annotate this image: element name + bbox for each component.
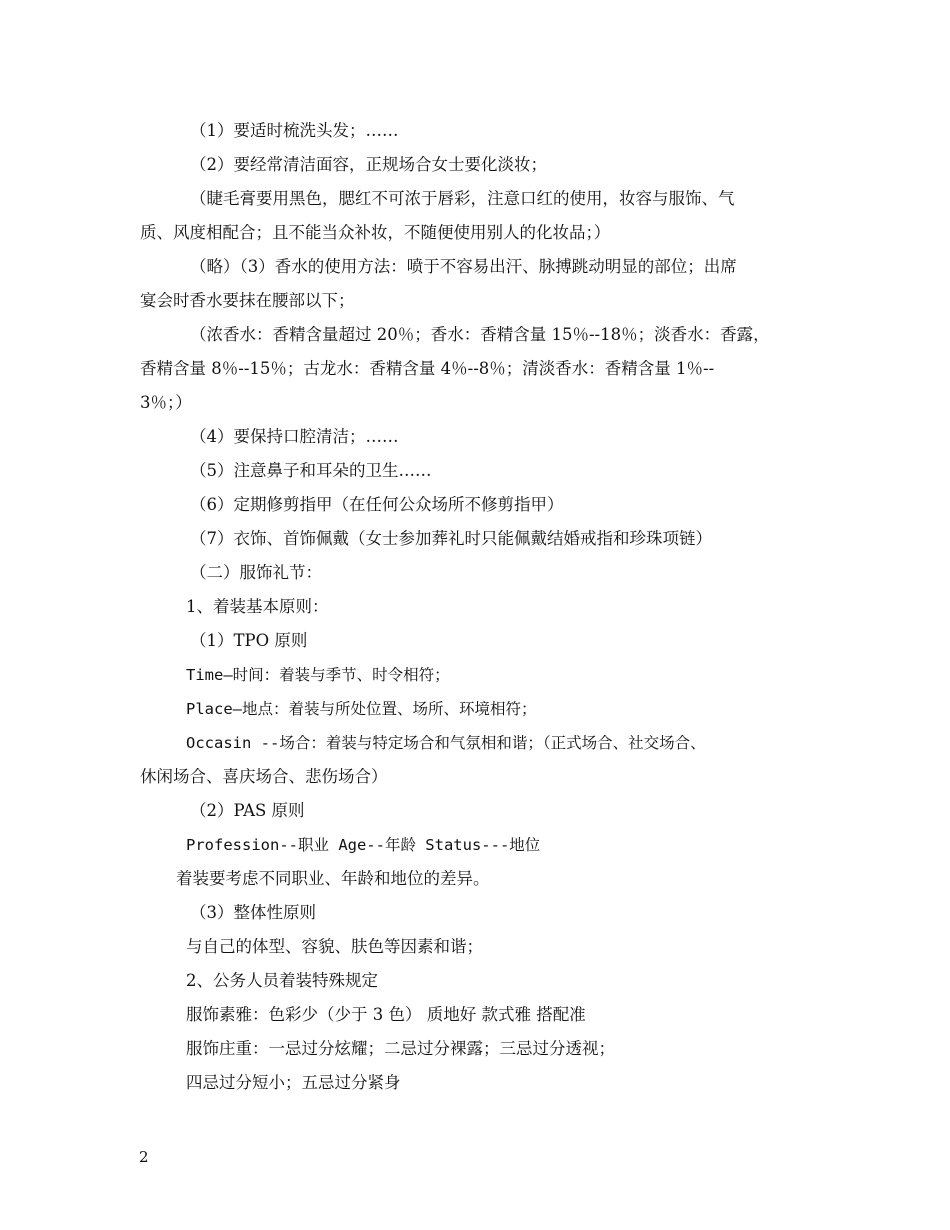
text-line: （4）要保持口腔清洁；…… xyxy=(190,427,399,446)
text-line: （1）TPO 原则 xyxy=(190,631,308,650)
text-line: Occasin --场合：着装与特定场合和气氛相和谐；（正式场合、社交场合、 xyxy=(186,734,706,752)
text-line: 与自己的体型、容貌、肤色等因素和谐； xyxy=(186,937,483,956)
page-number: 2 xyxy=(139,1148,149,1166)
text-line: （浓香水：香精含量超过 20％；香水：香精含量 15％--18％；淡香水：香露， xyxy=(190,325,770,344)
text-line: 1、着装基本原则： xyxy=(186,597,329,616)
text-line: 质、风度相配合；且不能当众补妆，不随便使用别人的化妆品；） xyxy=(140,223,611,242)
text-line: （5）注意鼻子和耳朵的卫生…… xyxy=(190,461,432,480)
text-line: 2、公务人员着装特殊规定 xyxy=(186,971,378,990)
text-line: （2）要经常清洁面容，正规场合女士要化淡妆； xyxy=(190,155,547,174)
text-line: 宴会时香水要抹在腰部以下； xyxy=(140,291,355,310)
text-line: （睫毛膏要用黑色，腮红不可浓于唇彩，注意口红的使用，妆容与服饰、气 xyxy=(190,189,735,208)
text-line: （3）整体性原则 xyxy=(190,903,316,922)
text-line: 服饰庄重：一忌过分炫耀；二忌过分裸露；三忌过分透视； xyxy=(186,1039,615,1058)
text-line: 休闲场合、喜庆场合、悲伤场合） xyxy=(140,767,388,786)
text-line: 香精含量 8％--15％；古龙水：香精含量 4％--8％；清淡香水：香精含量 1％-- xyxy=(140,359,715,378)
text-line: （二）服饰礼节： xyxy=(190,563,322,582)
text-line: 3％；） xyxy=(140,393,192,412)
text-line: （略）（3）香水的使用方法：喷于不容易出汗、脉搏跳动明显的部位；出席 xyxy=(190,257,737,276)
text-line: 服饰素雅：色彩少（少于 3 色） 质地好 款式雅 搭配准 xyxy=(186,1005,586,1024)
text-line: （7）衣饰、首饰佩戴（女士参加葬礼时只能佩戴结婚戒指和珍珠项链） xyxy=(190,529,712,548)
text-line: （2）PAS 原则 xyxy=(190,801,305,820)
text-line: （1）要适时梳洗头发；…… xyxy=(190,121,399,140)
text-line: Place—地点：着装与所处位置、场所、环境相符； xyxy=(186,700,537,718)
body-text xyxy=(140,114,820,1100)
text-line: （6）定期修剪指甲（在任何公众场所不修剪指甲） xyxy=(190,495,564,514)
text-line: 着装要考虑不同职业、年龄和地位的差异。 xyxy=(176,869,490,888)
text-line: 四忌过分短小；五忌过分紧身 xyxy=(186,1073,401,1092)
text-line: Profession--职业 Age--年龄 Status---地位 xyxy=(186,836,541,854)
text-line: Time—时间：着装与季节、时令相符； xyxy=(186,666,450,684)
